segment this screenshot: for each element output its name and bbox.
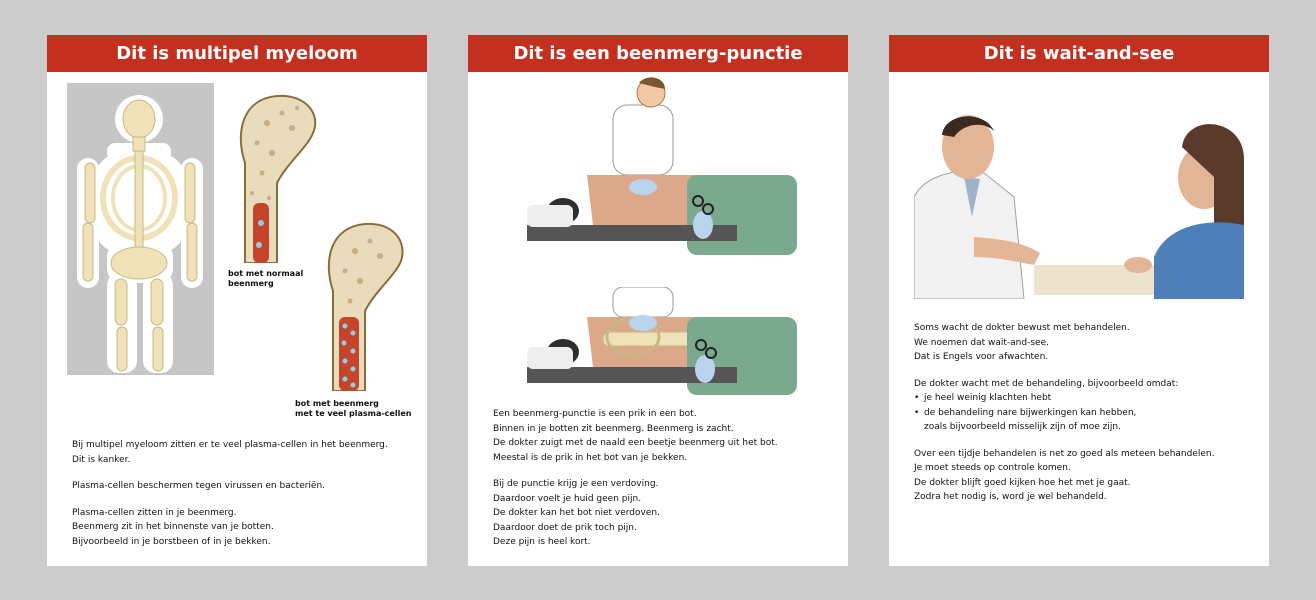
card-multipel-myeloom (47, 35, 427, 566)
punctie-illustration-top (523, 75, 798, 265)
doctor-patient-illustration (914, 107, 1244, 299)
card-title: Dit is wait-and-see (889, 35, 1269, 72)
card-text (914, 321, 1257, 517)
paragraph-outro: Over een tijdje behandelen is net zo goed als meteen behandelen. Je moet steeds op controle komen. De dokter blijft goed kijken hoe het met je gaat. Zodra het nodig is, word je wel behandeld. (914, 448, 1215, 502)
bone-plasma-illustration (325, 221, 409, 391)
card-title: Dit is een beenmerg-punctie (468, 35, 848, 72)
paragraph-intro: Soms wacht de dokter bewust met behandelen. We noemen dat wait-and-see. Dat is Engels voor afwachten. (914, 323, 1130, 362)
paragraph: Bij multipel myeloom zitten er te veel plasma-cellen in het beenmerg. Dit is kanker. (72, 440, 388, 465)
paragraph: Bij de punctie krijg je een verdoving. Daardoor voelt je huid geen pijn. De dokter kan het bot niet verdoven. Daardoor doet de prik toch pijn. Deze pijn is heel kort. (493, 479, 660, 547)
paragraph: Een beenmerg-punctie is een prik in een bot. Binnen in je botten zit beenmerg. Beenmerg is zacht. De dokter zuigt met de naald een beetje beenmerg uit het bot. Meestal is de prik in het bot van je bekken. (493, 409, 778, 463)
paragraph: Plasma-cellen beschermen tegen virussen en bacteriën. (72, 481, 326, 491)
list-item: • je heel weinig klachten hebt (914, 391, 1257, 406)
paragraph-reason: De dokter wacht met de behandeling, bijvoorbeeld omdat: (914, 378, 1179, 389)
bone-normal-illustration (237, 93, 323, 263)
list-item: • de behandeling nare bijwerkingen kan hebben, zoals bijvoorbeeld misselijk zijn of moe zijn. (914, 406, 1257, 435)
reason-list (914, 391, 1257, 435)
label-normal-bone: bot met normaal beenmerg (228, 269, 304, 288)
paragraph: Plasma-cellen zitten in je beenmerg. Beenmerg zit in het binnenste van je botten. Bijvoorbeeld in je borstbeen of in je bekken. (72, 507, 274, 547)
card-text (72, 438, 415, 561)
card-text (493, 407, 836, 562)
card-wait-and-see (889, 35, 1269, 566)
skeleton-illustration (67, 83, 214, 375)
card-title: Dit is multipel myeloom (47, 35, 427, 72)
card-beenmerg-punctie (468, 35, 848, 566)
label-plasma-bone: bot met beenmerg met te veel plasma-cellen (295, 399, 412, 418)
punctie-illustration-bottom (523, 287, 798, 397)
